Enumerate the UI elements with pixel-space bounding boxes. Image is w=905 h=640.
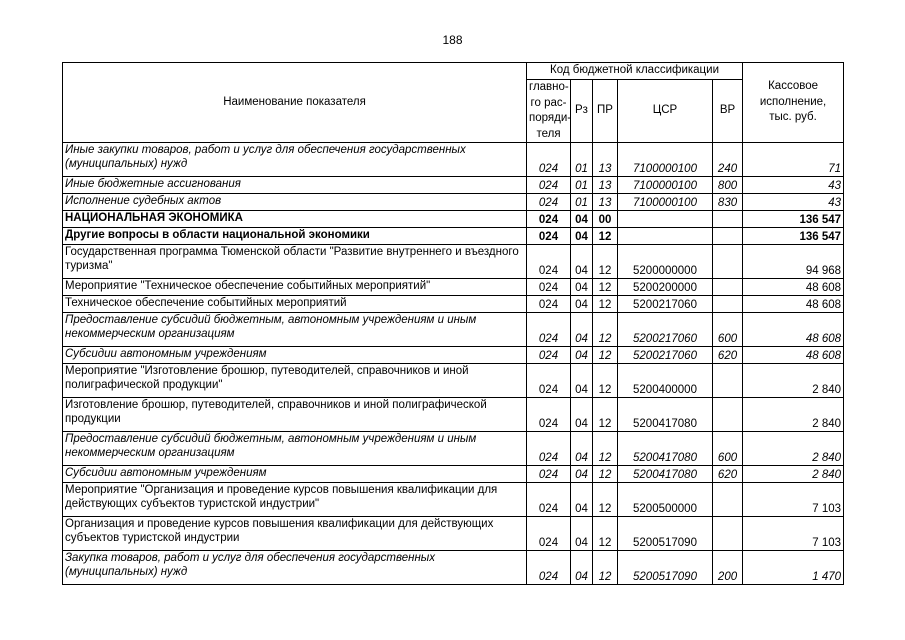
cell-amount: 2 840 [743, 398, 844, 432]
cell-pr: 12 [593, 466, 618, 483]
cell-rz: 04 [571, 364, 593, 398]
cell-rz: 04 [571, 398, 593, 432]
cell-pr: 12 [593, 228, 618, 245]
table-row [63, 279, 844, 296]
table-header [63, 63, 844, 143]
cell-amount: 94 968 [743, 245, 844, 279]
cell-gr: 024 [527, 194, 571, 211]
cell-gr: 024 [527, 245, 571, 279]
cell-amount: 43 [743, 194, 844, 211]
cell-name: Мероприятие "Организация и проведение курсов повышения квалификации для действующих субъектов туристской индустрии" [63, 483, 527, 517]
cell-pr: 12 [593, 398, 618, 432]
cell-rz: 04 [571, 347, 593, 364]
table-row [63, 517, 844, 551]
cell-vr: 200 [713, 551, 743, 585]
cell-gr: 024 [527, 177, 571, 194]
cell-csr: 5200217060 [618, 313, 713, 347]
header-gr: главно- го рас- поряди- теля [527, 80, 571, 143]
cell-pr: 12 [593, 347, 618, 364]
cell-csr: 7100000100 [618, 177, 713, 194]
cell-name: Другие вопросы в области национальной экономики [63, 228, 527, 245]
table-row [63, 194, 844, 211]
cell-pr: 12 [593, 483, 618, 517]
cell-pr: 12 [593, 296, 618, 313]
cell-pr: 12 [593, 517, 618, 551]
cell-csr: 5200400000 [618, 364, 713, 398]
cell-rz: 01 [571, 143, 593, 177]
cell-amount: 136 547 [743, 228, 844, 245]
table-row [63, 313, 844, 347]
cell-pr: 13 [593, 194, 618, 211]
cell-pr: 12 [593, 279, 618, 296]
cell-gr: 024 [527, 483, 571, 517]
cell-gr: 024 [527, 466, 571, 483]
cell-gr: 024 [527, 347, 571, 364]
cell-csr: 5200217060 [618, 347, 713, 364]
cell-name: Организация и проведение курсов повышения квалификации для действующих субъектов туристской индустрии [63, 517, 527, 551]
table-row [63, 245, 844, 279]
table-row [63, 177, 844, 194]
cell-vr [713, 211, 743, 228]
cell-amount: 48 608 [743, 347, 844, 364]
cell-rz: 01 [571, 177, 593, 194]
cell-amount: 48 608 [743, 279, 844, 296]
cell-vr [713, 364, 743, 398]
cell-vr: 800 [713, 177, 743, 194]
header-pr: ПР [593, 80, 618, 143]
table-row [63, 364, 844, 398]
cell-gr: 024 [527, 279, 571, 296]
cell-amount: 2 840 [743, 466, 844, 483]
cell-rz: 04 [571, 279, 593, 296]
cell-csr [618, 228, 713, 245]
cell-csr: 5200517090 [618, 517, 713, 551]
cell-csr: 5200517090 [618, 551, 713, 585]
cell-vr [713, 483, 743, 517]
table-row [63, 551, 844, 585]
table-row [63, 211, 844, 228]
cell-vr: 600 [713, 432, 743, 466]
cell-pr: 12 [593, 313, 618, 347]
cell-amount: 2 840 [743, 364, 844, 398]
cell-pr: 13 [593, 177, 618, 194]
cell-name: Предоставление субсидий бюджетным, автономным учреждениям и иным некоммерческим организациям [63, 313, 527, 347]
cell-vr [713, 279, 743, 296]
cell-csr: 5200217060 [618, 296, 713, 313]
cell-pr: 12 [593, 432, 618, 466]
cell-gr: 024 [527, 228, 571, 245]
cell-amount: 136 547 [743, 211, 844, 228]
cell-name: Иные бюджетные ассигнования [63, 177, 527, 194]
cell-amount: 2 840 [743, 432, 844, 466]
cell-name: Мероприятие "Техническое обеспечение событийных мероприятий" [63, 279, 527, 296]
cell-gr: 024 [527, 364, 571, 398]
cell-name: Техническое обеспечение событийных мероприятий [63, 296, 527, 313]
cell-vr: 830 [713, 194, 743, 211]
cell-gr: 024 [527, 398, 571, 432]
table-row [63, 296, 844, 313]
cell-name: Иные закупки товаров, работ и услуг для обеспечения государственных (муниципальных) нужд [63, 143, 527, 177]
cell-pr: 12 [593, 364, 618, 398]
cell-gr: 024 [527, 211, 571, 228]
cell-rz: 04 [571, 466, 593, 483]
cell-rz: 04 [571, 551, 593, 585]
cell-vr [713, 517, 743, 551]
cell-amount: 71 [743, 143, 844, 177]
cell-name: Изготовление брошюр, путеводителей, справочников и иной полиграфической продукции [63, 398, 527, 432]
cell-gr: 024 [527, 313, 571, 347]
header-csr: ЦСР [618, 80, 713, 143]
cell-name: Мероприятие "Изготовление брошюр, путеводителей, справочников и иной полиграфической продукции" [63, 364, 527, 398]
cell-csr: 5200417080 [618, 398, 713, 432]
cell-amount: 48 608 [743, 296, 844, 313]
cell-vr [713, 228, 743, 245]
table-row [63, 347, 844, 364]
cell-name: Субсидии автономным учреждениям [63, 466, 527, 483]
cell-amount: 7 103 [743, 483, 844, 517]
cell-rz: 04 [571, 228, 593, 245]
header-name: Наименование показателя [63, 63, 527, 143]
cell-csr: 5200000000 [618, 245, 713, 279]
table-body [63, 143, 844, 585]
cell-vr [713, 398, 743, 432]
cell-vr: 620 [713, 347, 743, 364]
cell-rz: 01 [571, 194, 593, 211]
cell-csr: 5200417080 [618, 466, 713, 483]
cell-rz: 04 [571, 245, 593, 279]
cell-rz: 04 [571, 313, 593, 347]
cell-vr: 240 [713, 143, 743, 177]
cell-gr: 024 [527, 517, 571, 551]
cell-rz: 04 [571, 517, 593, 551]
header-vr: ВР [713, 80, 743, 143]
cell-name: НАЦИОНАЛЬНАЯ ЭКОНОМИКА [63, 211, 527, 228]
cell-amount: 7 103 [743, 517, 844, 551]
cell-gr: 024 [527, 432, 571, 466]
table-row [63, 432, 844, 466]
cell-csr: 7100000100 [618, 143, 713, 177]
cell-csr: 5200200000 [618, 279, 713, 296]
cell-name: Субсидии автономным учреждениям [63, 347, 527, 364]
cell-vr [713, 296, 743, 313]
cell-rz: 04 [571, 432, 593, 466]
cell-pr: 00 [593, 211, 618, 228]
header-rz: Рз [571, 80, 593, 143]
cell-name: Предоставление субсидий бюджетным, автономным учреждениям и иным некоммерческим организациям [63, 432, 527, 466]
cell-name: Закупка товаров, работ и услуг для обеспечения государственных (муниципальных) нужд [63, 551, 527, 585]
cell-csr: 5200417080 [618, 432, 713, 466]
cell-name: Государственная программа Тюменской области "Развитие внутреннего и въездного туризма" [63, 245, 527, 279]
cell-gr: 024 [527, 296, 571, 313]
table-row [63, 398, 844, 432]
header-code-group: Код бюджетной классификации [527, 63, 743, 80]
cell-rz: 04 [571, 211, 593, 228]
table-row [63, 466, 844, 483]
cell-csr [618, 211, 713, 228]
cell-pr: 13 [593, 143, 618, 177]
header-amount: Кассовое исполнение, тыс. руб. [743, 63, 844, 143]
budget-table [62, 62, 844, 585]
cell-csr: 7100000100 [618, 194, 713, 211]
cell-name: Исполнение судебных актов [63, 194, 527, 211]
cell-rz: 04 [571, 483, 593, 517]
cell-amount: 48 608 [743, 313, 844, 347]
cell-pr: 12 [593, 551, 618, 585]
cell-vr [713, 245, 743, 279]
cell-amount: 1 470 [743, 551, 844, 585]
cell-vr: 620 [713, 466, 743, 483]
cell-vr: 600 [713, 313, 743, 347]
table-row [63, 143, 844, 177]
cell-pr: 12 [593, 245, 618, 279]
table-row [63, 483, 844, 517]
cell-gr: 024 [527, 551, 571, 585]
cell-amount: 43 [743, 177, 844, 194]
cell-gr: 024 [527, 143, 571, 177]
page-number: 188 [442, 33, 463, 47]
table-row [63, 228, 844, 245]
cell-csr: 5200500000 [618, 483, 713, 517]
cell-rz: 04 [571, 296, 593, 313]
